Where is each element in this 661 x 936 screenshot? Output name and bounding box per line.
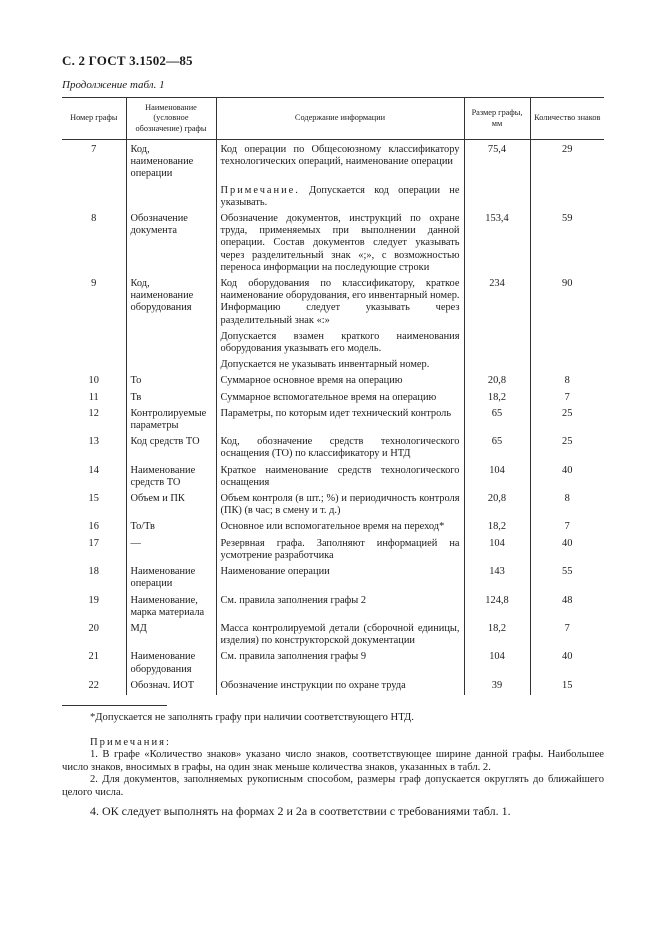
cell-name: Тв	[126, 391, 216, 407]
cell-count: 7	[530, 622, 604, 650]
cell-content: Обозначение документов, инструкций по охране труда, применяемых при выполнении данной операции. Состав документов следует указывать через разделительный знак «;», с возможностью переноса информации на последующие строки	[216, 212, 464, 277]
cell-name: То/Тв	[126, 520, 216, 536]
cell-count: 40	[530, 650, 604, 678]
cell-content: Параметры, по которым идет технический контроль	[216, 407, 464, 435]
table-row	[62, 679, 604, 695]
cell-count: 7	[530, 520, 604, 536]
cell-content: Суммарное вспомогательное время на операцию	[216, 391, 464, 407]
table-row	[62, 212, 604, 277]
cell-name: Код средств ТО	[126, 435, 216, 463]
cell-size: 104	[464, 537, 530, 565]
footnote-rule	[62, 705, 167, 706]
notes-title: Примечания:	[90, 737, 171, 748]
cell-size	[464, 330, 530, 358]
cell-name: Код, наименование оборудования	[126, 277, 216, 330]
cell-name	[126, 330, 216, 358]
cell-number: 7	[91, 144, 97, 155]
cell-size: 75,4	[464, 140, 530, 184]
table-row	[62, 407, 604, 435]
cell-content: Код операции по Общесоюзному классификатору технологических операций, наименование операции	[216, 140, 464, 184]
cell-name: То	[126, 374, 216, 390]
cell-count: 8	[530, 492, 604, 520]
cell-number: 9	[91, 278, 97, 290]
cell-name: МД	[126, 622, 216, 650]
cell-name: Обознач. ИОТ	[126, 679, 216, 695]
cell-number: 20	[88, 622, 99, 634]
cell-count: 59	[530, 212, 604, 277]
table-row	[62, 565, 604, 593]
cell-size: 18,2	[464, 520, 530, 536]
cell-size: 18,2	[464, 391, 530, 407]
cell-number: 21	[88, 651, 99, 663]
cell-size: 65	[464, 435, 530, 463]
table-row	[62, 184, 604, 212]
cell-content: Суммарное основное время на операцию	[216, 374, 464, 390]
table-row	[62, 594, 604, 622]
cell-number: 8	[91, 213, 97, 225]
cell-size: 104	[464, 464, 530, 492]
cell-count: 29	[530, 140, 604, 184]
cell-content: Основное или вспомогательное время на переход*	[216, 520, 464, 536]
cell-size: 65	[464, 407, 530, 435]
table-caption: Продолжение табл. 1	[62, 79, 165, 91]
table-row	[62, 492, 604, 520]
cell-size	[464, 358, 530, 374]
cell-number: 19	[88, 594, 99, 606]
table-row	[62, 277, 604, 330]
table-row	[62, 650, 604, 678]
cell-content: Код оборудования по классификатору, краткое наименование оборудования, его инвентарный номер. Информацию следует указывать через разделительный знак «:»	[216, 277, 464, 330]
cell-size: 124,8	[464, 594, 530, 622]
cell-number: 17	[88, 537, 99, 549]
cell-size: 143	[464, 565, 530, 593]
cell-size: 39	[464, 679, 530, 695]
page-header: С. 2 ГОСТ 3.1502—85	[62, 53, 193, 68]
col-header-number: Номер графы	[62, 98, 126, 140]
cell-content: Допускается не указывать инвентарный номер.	[216, 358, 464, 374]
cell-count: 90	[530, 277, 604, 330]
cell-count: 55	[530, 565, 604, 593]
table-row	[62, 520, 604, 536]
cell-count	[530, 330, 604, 358]
cell-count: 15	[530, 679, 604, 695]
footnote: *Допускается не заполнять графу при наличии соответствующего НТД.	[90, 712, 414, 723]
table-row	[62, 391, 604, 407]
note-label: Примечание.	[220, 184, 300, 196]
cell-content: Допускается взамен краткого наименования оборудования указывать его модель.	[216, 330, 464, 358]
cell-number	[62, 358, 126, 374]
cell-content: Наименование операции	[216, 565, 464, 593]
table-row	[62, 464, 604, 492]
cell-number	[62, 330, 126, 358]
cell-number: 12	[88, 407, 99, 419]
table-row	[62, 330, 604, 358]
cell-count: 7	[530, 391, 604, 407]
cell-size: 234	[464, 277, 530, 330]
cell-name: Контролируемые параметры	[126, 407, 216, 435]
cell-size: 20,8	[464, 492, 530, 520]
cell-size	[464, 184, 530, 212]
cell-count: 40	[530, 464, 604, 492]
cell-number: 15	[88, 493, 99, 505]
note-text: Допускается код операции не указывать.	[220, 184, 460, 208]
cell-number: 18	[88, 566, 99, 578]
table-row	[62, 140, 604, 184]
cell-content: Объем контроля (в шт.; %) и периодичность контроля (ПК) (в час; в смену и т. д.)	[216, 492, 464, 520]
cell-number: 14	[88, 464, 99, 476]
cell-number	[62, 184, 126, 212]
cell-count: 48	[530, 594, 604, 622]
cell-name: Объем и ПК	[126, 492, 216, 520]
notes-block	[62, 737, 604, 799]
cell-name: Обозначение документа	[126, 212, 216, 277]
cell-content: Резервная графа. Заполняют информацией на усмотрение разработчика	[216, 537, 464, 565]
note-item: 2. Для документов, заполняемых рукописным способом, размеры граф допускается округлять до ближайшего целого числа.	[62, 774, 604, 798]
cell-name: Наименование оборудования	[126, 650, 216, 678]
table-row	[62, 622, 604, 650]
cell-count: 25	[530, 407, 604, 435]
table-row	[62, 435, 604, 463]
cell-count: 40	[530, 537, 604, 565]
note-item: 1. В графе «Количество знаков» указано число знаков, соответствующее ширине данной графы. Наибольшее число знаков, вносимых в графы, на один знак меньше количества знаков, указанных в табл. 2.	[62, 749, 604, 773]
col-header-name: Наименование (условное обозначение) графы	[126, 98, 216, 140]
cell-count	[530, 184, 604, 212]
cell-content: Масса контролируемой детали (сборочной единицы, изделия) по конструкторской документации	[216, 622, 464, 650]
info-table	[62, 97, 604, 695]
col-header-content: Содержание информации	[216, 98, 464, 140]
cell-name	[126, 358, 216, 374]
cell-number: 22	[88, 679, 99, 691]
cell-name: Наименование операции	[126, 565, 216, 593]
cell-number: 11	[88, 391, 99, 403]
cell-size: 153,4	[464, 212, 530, 277]
cell-content: См. правила заполнения графы 9	[216, 650, 464, 678]
table-row	[62, 374, 604, 390]
col-header-size: Размер графы, мм	[464, 98, 530, 140]
table-row	[62, 537, 604, 565]
cell-count: 8	[530, 374, 604, 390]
table-body	[62, 140, 604, 695]
cell-content: Код, обозначение средств технологического оснащения (ТО) по классификатору и НТД	[216, 435, 464, 463]
cell-size: 104	[464, 650, 530, 678]
cell-number: 10	[88, 375, 99, 387]
cell-name: Наименование средств ТО	[126, 464, 216, 492]
table-header-row	[62, 98, 604, 140]
cell-content: Краткое наименование средств технологического оснащения	[216, 464, 464, 492]
paragraph-4: 4. ОК следует выполнять на формах 2 и 2а в соответствии с требованиями табл. 1.	[90, 804, 511, 818]
cell-name: Код, наименование операции	[126, 140, 216, 184]
cell-content: Обозначение инструкции по охране труда	[216, 679, 464, 695]
cell-count: 25	[530, 435, 604, 463]
cell-name: Наименование, марка материала	[126, 594, 216, 622]
cell-number: 13	[88, 436, 99, 448]
cell-count	[530, 358, 604, 374]
cell-name	[126, 184, 216, 212]
cell-content: См. правила заполнения графы 2	[216, 594, 464, 622]
table-row	[62, 358, 604, 374]
cell-number: 16	[88, 521, 99, 533]
cell-content	[216, 184, 464, 212]
cell-name: —	[126, 537, 216, 565]
col-header-count: Количество знаков	[530, 98, 604, 140]
cell-size: 18,2	[464, 622, 530, 650]
cell-size: 20,8	[464, 374, 530, 390]
